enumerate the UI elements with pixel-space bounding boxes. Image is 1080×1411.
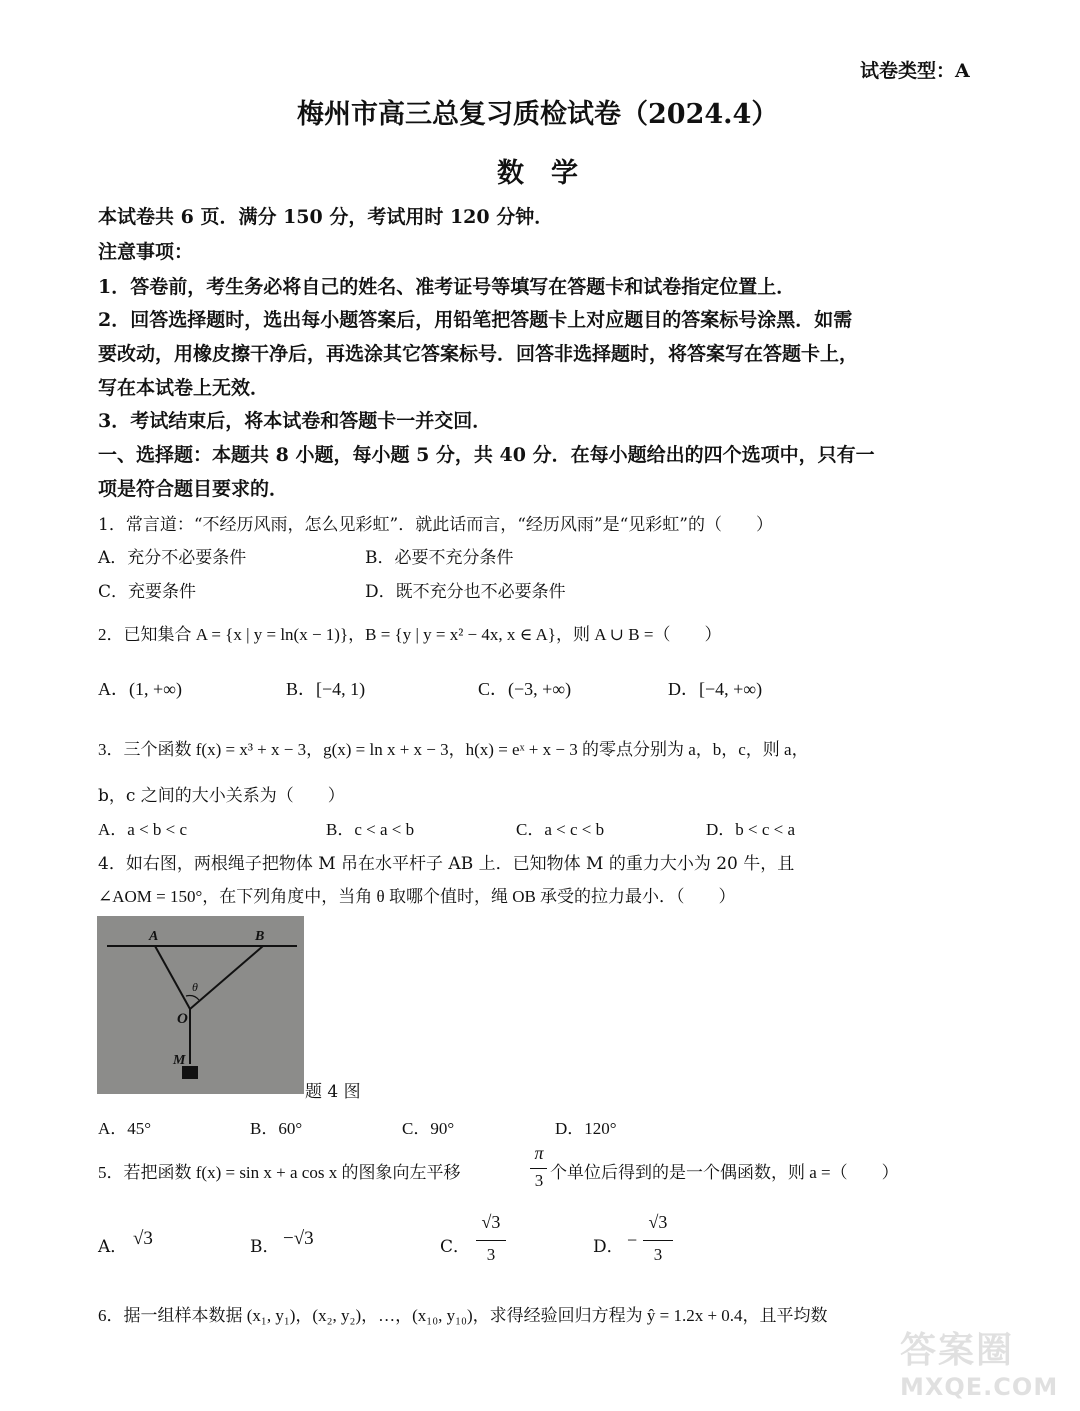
notice-item-2-line-2: 要改动，用橡皮擦干净后，再选涂其它答案标号．回答非选择题时，将答案写在答题卡上， [98,343,859,365]
q5-stem-post: 个单位后得到的是一个偶函数，则 a =（ ） [550,1163,899,1182]
q3-stem-line-1: 3．三个函数 f(x) = x³ + x − 3，g(x) = ln x + x − 3，h(x) = eˣ + x − 3 的零点分别为 a，b，c，则 a， [98,740,809,759]
q5-option-c-label: C． [440,1237,471,1257]
q5-option-b-value: −√3 [283,1228,314,1249]
q4-option-c: C．90° [402,1119,455,1138]
exam-title: 梅州市高三总复习质检试卷（2024.4） [297,99,779,130]
notice-item-1: 1．答卷前，考生务必将自己的姓名、准考证号等填写在答题卡和试卷指定位置上． [98,276,796,298]
figure-background [97,916,304,1094]
q1-option-b: B．必要不充分条件 [365,548,514,568]
q3-stem-line-2: b，c 之间的大小关系为（ ） [98,786,345,806]
q3-option-a: A．a < b < c [98,820,188,839]
watermark-bottom: MXQE.COM [900,1373,1059,1401]
q2-option-d: D．[−4, +∞) [668,679,763,699]
q4-option-a: A．45° [98,1119,152,1138]
figure-caption: 题 4 图 [305,1082,361,1102]
q5-option-d-sign: − [627,1230,638,1250]
q2-option-b: B．[−4, 1) [286,679,366,699]
q1-option-c: C．充要条件 [98,582,197,602]
q5-option-a-label: A． [98,1237,128,1257]
watermark [900,1322,1075,1407]
label-theta: θ [192,980,198,994]
notice-item-2-line-3: 写在本试卷上无效． [98,377,270,399]
notice-item-2-line-1: 2．回答选择题时，选出每小题答案后，用铅笔把答题卡上对应题目的答案标号涂黑．如需 [98,309,853,331]
q1-option-a: A．充分不必要条件 [98,548,247,568]
exam-info: 本试卷共 6 页．满分 150 分，考试用时 120 分钟． [98,206,554,228]
q4-option-d: D．120° [555,1119,617,1138]
notice-item-3: 3．考试结束后，将本试卷和答题卡一并交回． [98,410,492,432]
subject-title: 数 学 [497,158,578,189]
q5-option-c-numerator: √3 [481,1212,501,1232]
label-point-a: A [149,929,159,944]
q5-option-b-label: B． [250,1237,280,1257]
q5-fraction-bar [530,1168,547,1169]
q1-option-d: D．既不充分也不必要条件 [365,582,566,602]
q5-option-c-denominator: 3 [486,1245,496,1264]
q5-shift-numerator: π [534,1143,544,1163]
q6-stem: 6．据一组样本数据 (x₁, y₁)，(x₂, y₂)，…，(x₁₀, y₁₀)，求得经验回归方程为 ŷ = 1.2x + 0.4，且平均数 [98,1306,828,1325]
rope-figure-photo [97,916,304,1094]
q5-option-d-label: D． [593,1237,624,1257]
label-point-o: O [177,1011,188,1027]
q4-option-b: B．60° [250,1119,303,1138]
notice-title: 注意事项： [98,241,194,263]
paper-type: 试卷类型：A [860,60,970,82]
q5-stem-pre: 5．若把函数 f(x) = sin x + a cos x 的图象向左平移 [98,1163,461,1182]
q5-option-d-bar [643,1240,673,1241]
q4-stem-line-2: ∠AOM = 150°，在下列角度中，当角 θ 取哪个值时，绳 OB 承受的拉力最小．（ ） [98,887,736,906]
q3-option-c: C．a < c < b [516,820,605,839]
q2-option-a: A．(1, +∞) [98,679,182,699]
q5-option-d-denominator: 3 [653,1245,663,1264]
q5-option-a-value: √3 [133,1228,153,1249]
q5-option-c-bar [476,1240,506,1241]
section-heading-line-1: 一、选择题：本题共 8 小题，每小题 5 分，共 40 分．在每小题给出的四个选项中，只有一 [98,444,875,466]
q5-shift-denominator: 3 [534,1171,544,1190]
q5-option-d-numerator: √3 [648,1212,668,1232]
q4-stem-line-1: 4．如右图，两根绳子把物体 M 吊在水平杆子 AB 上．已知物体 M 的重力大小为 20 牛，且 [98,854,795,874]
q2-option-c: C．(−3, +∞) [478,679,572,699]
q1-stem: 1．常言道：“不经历风雨，怎么见彩虹”．就此话而言，“经历风雨”是“见彩虹”的（ ） [98,515,773,535]
watermark-top: 答案圈 [900,1330,1015,1371]
label-point-b: B [255,929,265,944]
rope-diagram [97,916,304,1094]
q3-option-d: D．b < c < a [706,820,796,839]
section-heading-line-2: 项是符合题目要求的． [98,478,289,500]
q2-stem: 2．已知集合 A = {x | y = ln(x − 1)}，B = {y | y = x² − 4x, x ∈ A}，则 A ∪ B =（ ） [98,625,722,644]
q3-option-b: B．c < a < b [326,820,415,839]
label-point-m: M [173,1053,186,1068]
